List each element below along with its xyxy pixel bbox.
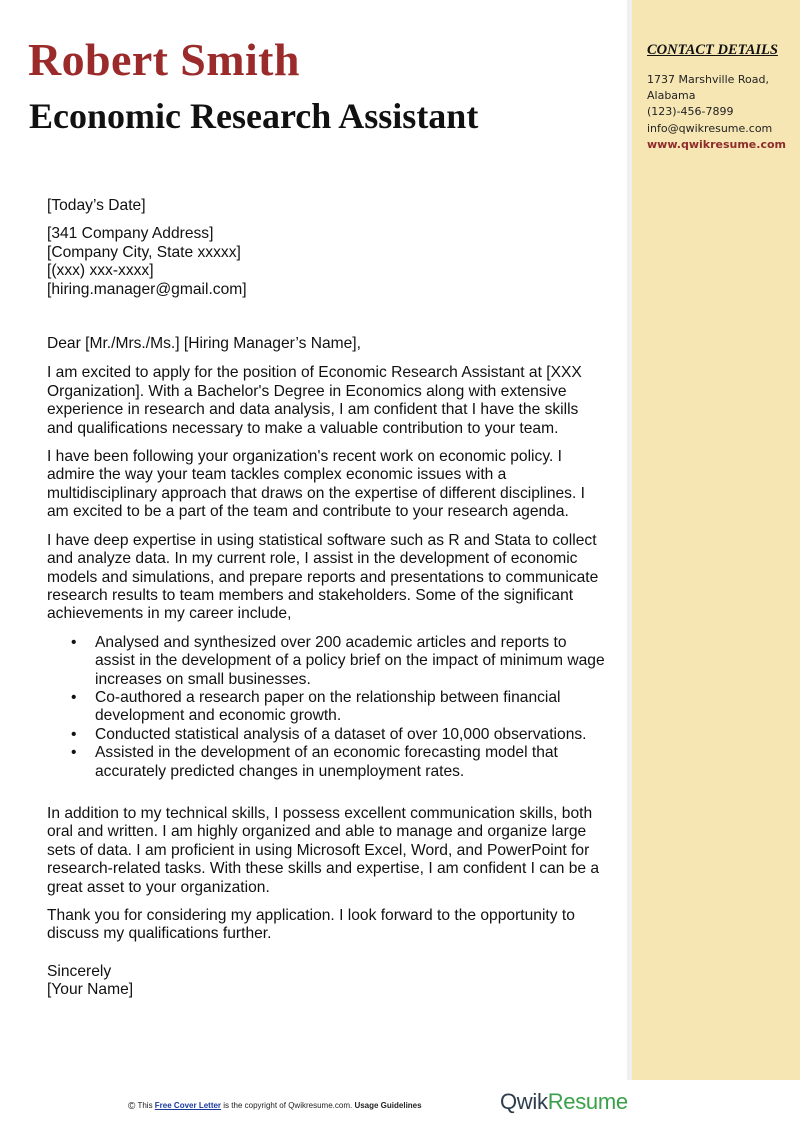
free-cover-letter-link[interactable]: Free Cover Letter xyxy=(154,1101,222,1110)
letter-body xyxy=(47,197,607,1000)
signature: [Your Name] xyxy=(47,981,134,999)
qwikresume-logo xyxy=(500,1082,630,1122)
paragraph-skills: In addition to my technical skills, I possess excellent communication skills, both oral and written. I am highly organized and able to manage and organize large sets of data. I am proficient in using Microsoft Excel, Word, and PowerPoint for research-related tasks. With these skills and expertise, I am confident I can be a great asset to your organization. xyxy=(47,804,600,896)
address-line: [341 Company Address] xyxy=(47,225,214,243)
list-item-text: Conducted statistical analysis of a dataset of over 10,000 observations. xyxy=(95,725,587,743)
contact-address-line1: 1737 Marshville Road, xyxy=(647,73,769,86)
list-item xyxy=(47,634,607,689)
contact-email[interactable]: info@qwikresume.com xyxy=(647,121,773,135)
usage-guidelines-link[interactable]: Usage Guidelines xyxy=(354,1101,422,1110)
list-item-text: Assisted in the development of an economic forecasting model that accurately predicted changes in unemployment rates. xyxy=(95,744,558,780)
signoff: Sincerely xyxy=(47,962,112,980)
address-line: [hiring.manager@gmail.com] xyxy=(47,280,247,298)
footer-copyright xyxy=(128,1101,422,1112)
logo-part-resume: Resume xyxy=(547,1089,628,1114)
footer-text: is the copyright of Qwikresume.com. xyxy=(221,1101,355,1110)
bullet-icon: • xyxy=(71,688,77,706)
paragraph-interest: I have been following your organization's recent work on economic policy. I admire the way your team tackles complex economic issues with a multidisciplinary approach that draws on the expertise of different disciplines. I am excited to be a part of the team and contribute to your research agenda. xyxy=(47,448,585,521)
logo-part-qwik: Qwik xyxy=(500,1089,548,1114)
list-item-text: Analysed and synthesized over 200 academic articles and reports to assist in the development of a policy brief on the impact of minimum wage increases on small businesses. xyxy=(95,633,605,688)
letter-date: [Today’s Date] xyxy=(47,197,146,214)
footer-text: This xyxy=(135,1101,155,1110)
contact-details xyxy=(647,72,795,153)
paragraph-expertise: I have deep expertise in using statistical software such as R and Stata to collect and analyze data. In my current role, I assist in the development of economic models and simulations, and prepare reports and presentations to communicate research results to team members and stakeholders. Some of the significant achievements in my career include, xyxy=(47,531,599,623)
salutation: Dear [Mr./Mrs./Ms.] [Hiring Manager’s Name], xyxy=(47,335,361,353)
contact-sidebar xyxy=(632,0,800,1080)
list-item-text: Co-authored a research paper on the relationship between financial development and economic growth. xyxy=(95,688,561,725)
contact-address-line2: Alabama xyxy=(647,89,696,103)
contact-details-heading: CONTACT DETAILS xyxy=(647,42,778,58)
list-item xyxy=(47,689,607,726)
contact-website[interactable]: www.qwikresume.com xyxy=(647,137,786,151)
list-item xyxy=(47,726,607,744)
applicant-name: Robert Smith xyxy=(28,34,300,85)
paragraph-intro: I am excited to apply for the position of Economic Research Assistant at [XXX Organization]. With a Bachelor's Degree in Economics along with extensive experience in research and data analysis, I am confident that I have the skills and qualifications necessary to make a valuable contribution to your team. xyxy=(47,364,582,437)
bullet-icon: • xyxy=(71,725,77,743)
list-item xyxy=(47,744,607,781)
address-line: [Company City, State xxxxx] xyxy=(47,243,241,261)
bullet-icon: • xyxy=(71,633,77,651)
address-line: [(xxx) xxx-xxxx] xyxy=(47,262,154,280)
contact-phone: (123)-456-7899 xyxy=(647,105,734,119)
bullet-icon: • xyxy=(71,744,77,762)
job-title: Economic Research Assistant xyxy=(29,96,479,136)
achievements-list xyxy=(47,634,607,781)
paragraph-thanks: Thank you for considering my application. I look forward to the opportunity to discuss my qualifications further. xyxy=(47,907,575,943)
recipient-address xyxy=(47,225,607,299)
copyright-icon: © xyxy=(128,1101,136,1112)
